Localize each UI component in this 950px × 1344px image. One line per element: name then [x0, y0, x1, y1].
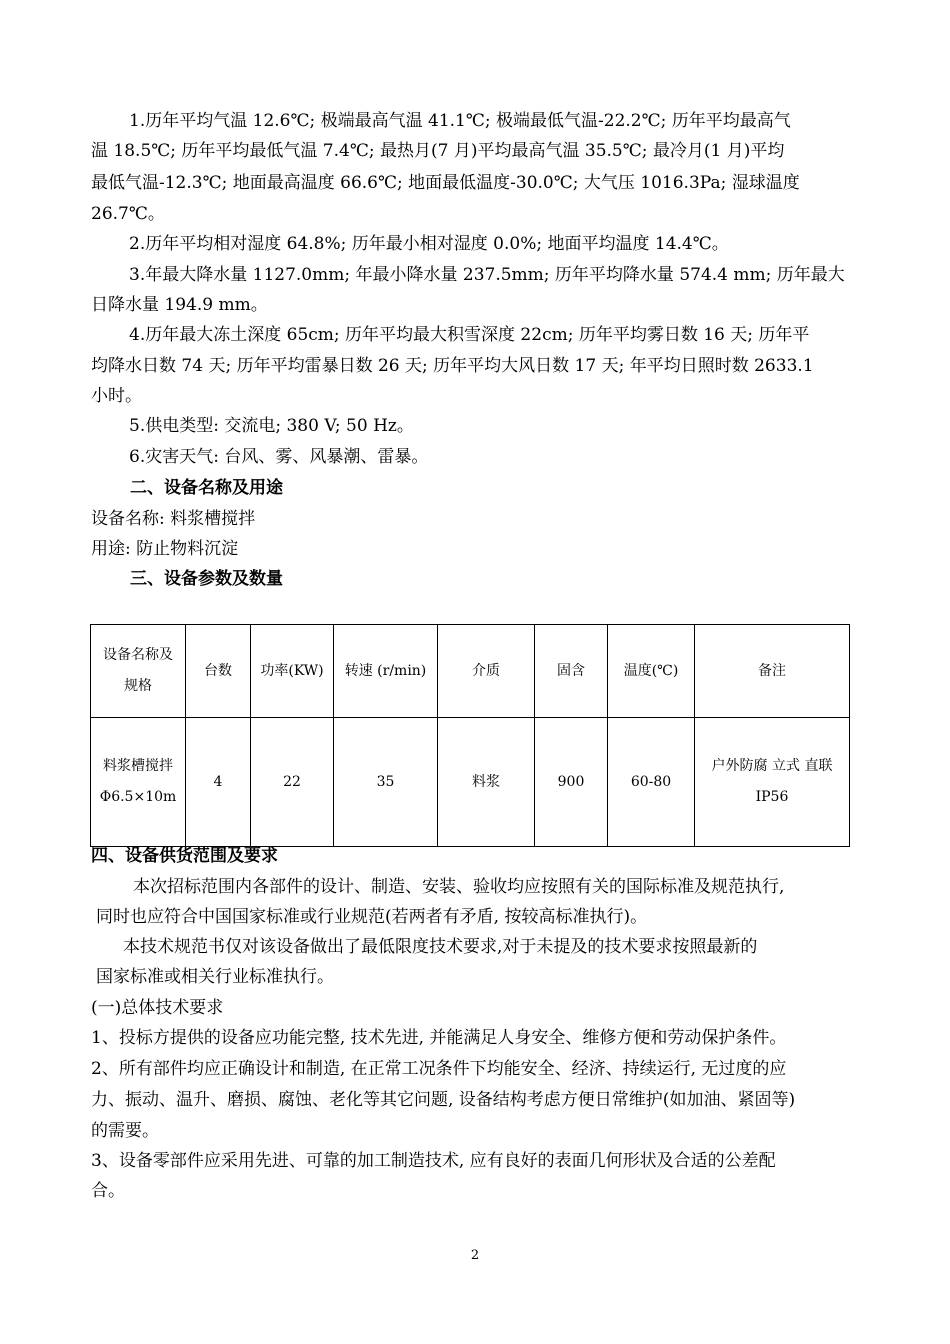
text-line: 小时。	[91, 386, 142, 406]
table-header-cell: 转速 (r/min)	[334, 625, 438, 718]
text-line: 2.历年平均相对湿度 64.8%; 历年最小相对湿度 0.0%; 地面平均温度 14.4℃。	[129, 234, 729, 254]
text-line: 4.历年最大冻土深度 65cm; 历年平均最大积雪深度 22cm; 历年平均雾日数 16 天; 历年平	[129, 325, 810, 345]
table-header-cell: 备注	[695, 625, 850, 718]
text-line: 力、振动、温升、磨损、腐蚀、老化等其它问题, 设备结构考虑方便日常维护(如加油、紧固等)	[91, 1090, 796, 1110]
table-header-cell: 温度(℃)	[608, 625, 695, 718]
text-line: (一)总体技术要求	[91, 998, 224, 1018]
text-line: 同时也应符合中国国家标准或行业规范(若两者有矛盾, 按较高标准执行)。	[96, 907, 648, 927]
text-line: 1、投标方提供的设备应功能完整, 技术先进, 并能满足人身安全、维修方便和劳动保护条件。	[91, 1028, 787, 1048]
text-line: 5.供电类型: 交流电; 380 V; 50 Hz。	[129, 416, 414, 436]
table-header-cell: 介质	[438, 625, 535, 718]
table-header-cell: 功率(KW)	[251, 625, 334, 718]
table-header-cell: 固含	[535, 625, 608, 718]
text-line: 6.灾害天气: 台风、雾、风暴潮、雷暴。	[129, 447, 429, 467]
text-line: 最低气温-12.3℃; 地面最高温度 66.6℃; 地面最低温度-30.0℃; 大气压 1016.3Pa; 湿球温度	[91, 173, 800, 193]
equipment-parameters-table	[90, 624, 850, 847]
text-line: 均降水日数 74 天; 历年平均雷暴日数 26 天; 历年平均大风日数 17 天; 年平均日照时数 2633.1	[91, 356, 814, 376]
text-line: 日降水量 194.9 mm。	[91, 295, 268, 315]
table-cell: 60-80	[608, 718, 695, 847]
section-heading: 四、设备供货范围及要求	[91, 846, 278, 866]
text-line: 2、所有部件均应正确设计和制造, 在正常工况条件下均能安全、经济、持续运行, 无过度的应	[91, 1059, 787, 1079]
text-line: 1.历年平均气温 12.6℃; 极端最高气温 41.1℃; 极端最低气温-22.2℃; 历年平均最高气	[129, 111, 791, 131]
text-line: 本次招标范围内各部件的设计、制造、安装、验收均应按照有关的国际标准及规范执行,	[133, 877, 785, 897]
table-row	[91, 718, 850, 847]
text-line: 温 18.5℃; 历年平均最低气温 7.4℃; 最热月(7 月)平均最高气温 35.5℃; 最冷月(1 月)平均	[91, 141, 785, 161]
table-cell: 料浆	[438, 718, 535, 847]
section-heading: 二、设备名称及用途	[130, 478, 283, 498]
table-cell: 900	[535, 718, 608, 847]
table-cell: 料浆槽搅拌 Φ6.5×10m	[91, 718, 186, 847]
table-cell: 户外防腐 立式 直联 IP56	[695, 718, 850, 847]
text-line: 3、设备零部件应采用先进、可靠的加工制造技术, 应有良好的表面几何形状及合适的公差配	[91, 1151, 776, 1171]
table-header-cell: 设备名称及规格	[91, 625, 186, 718]
section-heading: 三、设备参数及数量	[130, 569, 283, 589]
text-line: 国家标准或相关行业标准执行。	[96, 967, 334, 987]
table-header-cell: 台数	[186, 625, 251, 718]
text-line: 合。	[91, 1181, 125, 1201]
page-number: 2	[470, 1248, 480, 1263]
text-line: 本技术规范书仅对该设备做出了最低限度技术要求,对于未提及的技术要求按照最新的	[123, 937, 758, 957]
text-line: 26.7℃。	[91, 204, 165, 224]
table-cell: 35	[334, 718, 438, 847]
text-line: 3.年最大降水量 1127.0mm; 年最小降水量 237.5mm; 历年平均降水量 574.4 mm; 历年最大	[129, 265, 845, 285]
text-line: 设备名称: 料浆槽搅拌	[91, 509, 256, 529]
table-cell: 4	[186, 718, 251, 847]
table-cell: 22	[251, 718, 334, 847]
text-line: 用途: 防止物料沉淀	[91, 539, 239, 559]
table-header-row	[91, 625, 850, 718]
text-line: 的需要。	[91, 1121, 159, 1141]
